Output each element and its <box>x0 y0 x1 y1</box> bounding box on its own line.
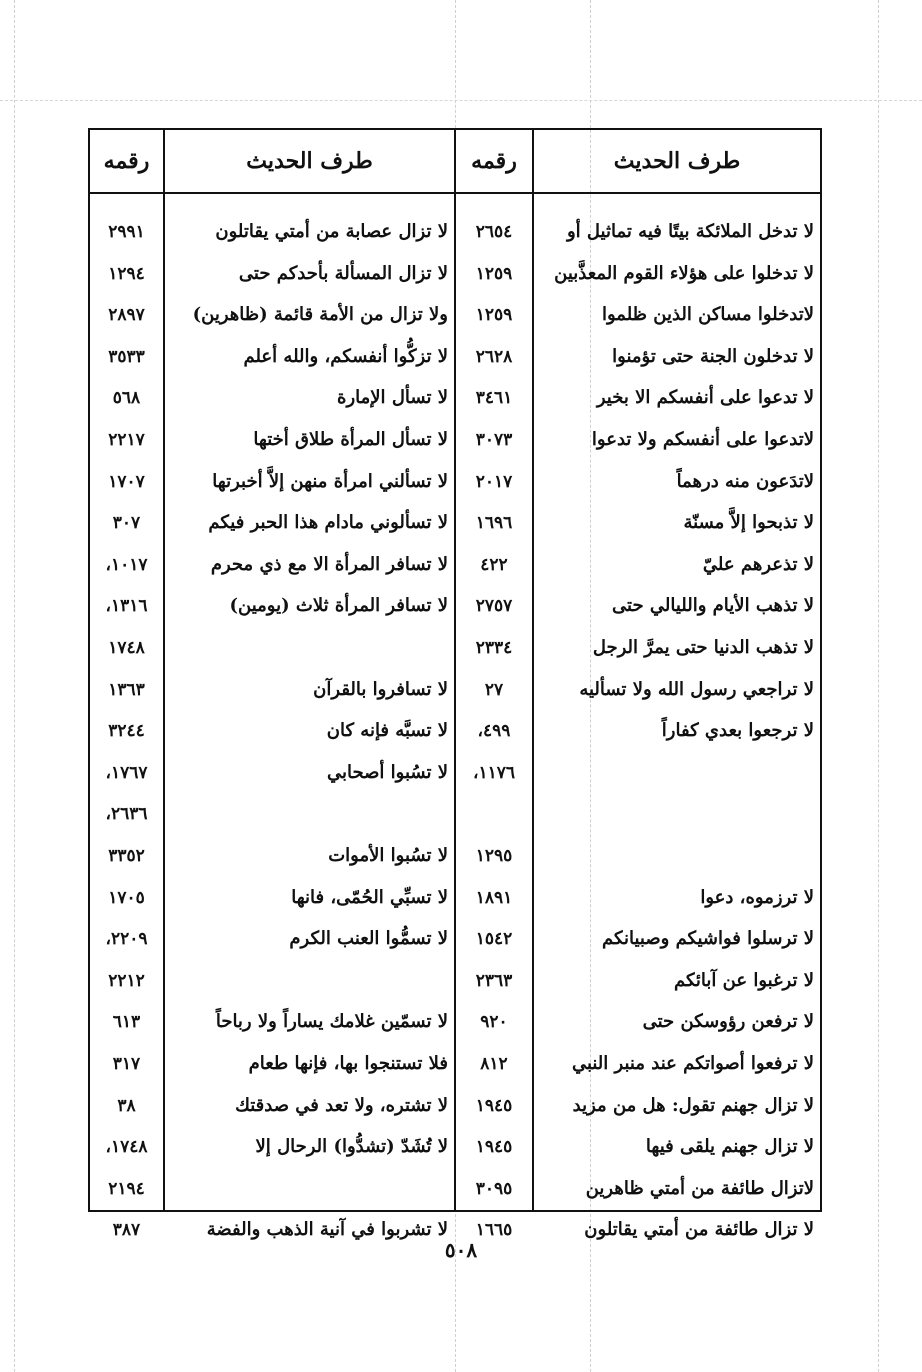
hadith-text-left: لا تزال عصابة من أمتي يقاتلون <box>215 221 448 242</box>
table-row <box>90 212 820 252</box>
hadith-text-right <box>540 753 814 793</box>
hadith-number-left: ٣١٧ <box>112 1054 141 1074</box>
hadith-text-left: لا تسأل المرأة طلاق أختها <box>253 429 448 450</box>
hadith-number-left: ٣٣٥٢ <box>108 846 145 866</box>
hadith-number-right: ١٩٤٥ <box>475 1137 513 1158</box>
hadith-number-left: ٥٦٨ <box>112 388 141 409</box>
table-row <box>90 586 820 626</box>
hadith-number-right: ١١٧٦، <box>472 762 516 783</box>
hadith-number-right: ٢٣٣٤ <box>475 638 513 658</box>
hadith-text-left: لا تشتره، ولا تعد في صدقتك <box>235 1094 448 1116</box>
hadith-number-left: ١٧٤٨ <box>108 638 145 658</box>
hadith-number-right: ٣٠٩٥ <box>475 1178 513 1199</box>
hadith-text-left: لا تسافر المرأة الا مع ذي محرم <box>210 553 448 575</box>
hadith-text-right: لا تراجعي رسول الله ولا تسأليه <box>579 678 814 700</box>
table-row <box>90 753 820 793</box>
hadith-number-left: ١٧٠٥ <box>108 887 145 908</box>
hadith-text-right: لا ترزموه، دعوا <box>700 886 814 908</box>
hadith-number-right: ٢٦٢٨ <box>475 346 513 367</box>
hadith-number-right: ٢٧٥٧ <box>475 596 513 617</box>
hadith-number-left: ١٧٦٧، <box>105 762 148 783</box>
hadith-text-right: لا تذبحوا إلاَّ مسنّة <box>683 512 814 534</box>
hadith-text-left: لا تسافروا بالقرآن <box>313 678 448 700</box>
header-right-text: طرف الحديث <box>613 148 741 174</box>
hadith-number-right: ٤٢٢ <box>480 554 508 575</box>
hadith-text-left: ولا تزال من الأمة قائمة (ظاهرين) <box>192 304 448 326</box>
hadith-number-right: ٨١٢ <box>480 1054 508 1074</box>
hadith-number-right: ٢٠١٧ <box>475 471 513 492</box>
hadith-number-left: ٢٢١٧ <box>108 430 145 450</box>
hadith-number-left: ٣٨ <box>117 1095 136 1116</box>
table-row <box>90 503 820 543</box>
hadith-number-right: ١٥٤٢ <box>475 929 513 950</box>
hadith-text-right: لا تدخل الملائكة بيتًا فيه تماثيل أو <box>566 221 814 242</box>
hadith-text-left: لا تزال المسألة بأحدكم حتى <box>238 262 448 284</box>
hadith-text-right: لا تذهب الدنيا حتى يمرَّ الرجل <box>592 637 814 658</box>
hadith-index-table <box>88 128 822 1241</box>
hadith-number-right: ١٨٩١ <box>475 887 513 908</box>
hadith-text-left: لا تُشَدّ (تشدُّوا) الرحال إلا <box>255 1136 448 1158</box>
hadith-number-right: ١٩٤٥ <box>475 1095 513 1116</box>
table-row <box>90 1086 820 1126</box>
hadith-text-right <box>540 836 814 876</box>
hadith-number-left: ٦١٣ <box>112 1012 141 1033</box>
table-row <box>90 919 820 959</box>
hadith-text-left: لا تسألني امرأة منهن إلاَّ أخبرتها <box>212 470 448 492</box>
hadith-number-right: ٣٤٦١ <box>475 388 513 409</box>
hadith-number-left: ١٠١٧، <box>105 554 148 575</box>
hadith-number-left: ٢١٩٤ <box>108 1178 145 1199</box>
hadith-number-right: ٢٣٦٣ <box>475 970 513 991</box>
hadith-number-left: ١٣٦٣ <box>108 679 145 700</box>
table-row <box>90 1002 820 1042</box>
hadith-number-left: ٣٥٣٣ <box>108 346 145 367</box>
hadith-text-left <box>170 794 448 834</box>
hadith-number-left: ١٧٤٨، <box>105 1137 148 1158</box>
hadith-text-left: لا تسمّين غلامك يساراً ولا رباحاً <box>215 1011 448 1033</box>
table-row <box>90 711 820 751</box>
table-row <box>90 1169 820 1209</box>
hadith-text-right: لا تدخلوا على هؤلاء القوم المعذَّبين <box>554 262 814 284</box>
hadith-text-left: لا تزكُّوا أنفسكم، والله أعلم <box>243 345 448 367</box>
hadith-text-left: لا تسبَّه فإنه كان <box>326 720 448 742</box>
hadith-text-left: لا تسبِّي الحُمّى، فانها <box>291 886 448 908</box>
hadith-text-left <box>170 1169 448 1209</box>
hadith-text-left: لا تسُبوا أصحابي <box>327 761 448 783</box>
table-row <box>90 670 820 710</box>
table-row <box>90 1127 820 1167</box>
hadith-number-right: ١٢٩٥ <box>475 846 513 866</box>
hadith-text-right: لاتدعوا على أنفسكم ولا تدعوا <box>591 429 814 450</box>
header-divider <box>90 192 820 194</box>
hadith-text-right: لا ترفعن رؤوسكن حتى <box>642 1011 814 1033</box>
hadith-number-left: ٢٢٠٩، <box>105 929 148 950</box>
header-left-number: رقمه <box>103 148 150 174</box>
hadith-number-left: ٢٦٣٦، <box>105 804 148 825</box>
table-row <box>90 378 820 418</box>
hadith-text-left: لا تسألوني مادام هذا الحبر فيكم <box>208 512 448 534</box>
table-row <box>90 961 820 1001</box>
table-row <box>90 794 820 834</box>
header-right-number: رقمه <box>471 148 517 174</box>
scan-guide-line <box>14 0 15 1372</box>
hadith-number-right: ٣٠٧٣ <box>475 430 513 450</box>
hadith-number-right: ١٦٩٦ <box>475 513 513 534</box>
scan-guide-line <box>0 100 922 101</box>
hadith-text-right: لا تدعوا على أنفسكم الا بخير <box>596 387 814 409</box>
hadith-number-right: ٢٧ <box>484 679 504 700</box>
table-row <box>90 420 820 460</box>
hadith-text-right: لا تزال جهنم يلقى فيها <box>645 1136 814 1158</box>
hadith-text-left: لا تسُبوا الأموات <box>328 845 448 866</box>
hadith-number-right: ١٢٥٩ <box>475 305 513 326</box>
hadith-number-right <box>456 794 532 834</box>
hadith-number-left: ٣٠٧ <box>112 513 141 534</box>
hadith-text-left: لا تشربوا في آنية الذهب والفضة <box>206 1219 448 1241</box>
hadith-text-left: لا تسأل الإمارة <box>337 387 448 409</box>
hadith-number-right: ٤٩٩، <box>477 721 511 742</box>
hadith-text-left <box>170 961 448 1001</box>
hadith-text-right: لا تذهب الأيام والليالي حتى <box>612 595 814 617</box>
hadith-number-right: ٩٢٠ <box>480 1012 508 1033</box>
hadith-text-right: لاتزال طائفة من أمتي ظاهرين <box>585 1177 814 1199</box>
hadith-text-right: لا تزال طائفة من أمتي يقاتلون <box>584 1219 814 1241</box>
hadith-number-right: ١٢٥٩ <box>475 263 513 284</box>
hadith-text-left: لا تسافر المرأة ثلاث (يومين) <box>229 595 448 617</box>
table-row <box>90 628 820 668</box>
hadith-text-right: لاتدخلوا مساكن الذين ظلموا <box>601 304 814 326</box>
hadith-number-right: ٢٦٥٤ <box>475 222 513 242</box>
hadith-text-right: لا ترفعوا أصواتكم عند منبر النبي <box>571 1053 814 1074</box>
hadith-number-right: ١٦٦٥ <box>475 1220 513 1241</box>
hadith-text-left <box>170 628 448 668</box>
hadith-text-right: لا ترسلوا فواشيكم وصبيانكم <box>602 928 814 950</box>
hadith-number-left: ١٢٩٤ <box>108 263 145 284</box>
scan-guide-line <box>878 0 879 1372</box>
hadith-text-left: فلا تستنجوا بها، فإنها طعام <box>248 1053 448 1074</box>
hadith-number-left: ١٧٠٧ <box>108 471 145 492</box>
hadith-text-right: لا تذعرهم عليّ <box>702 553 814 575</box>
hadith-number-left: ٢٩٩١ <box>108 222 145 242</box>
table-row <box>90 1044 820 1084</box>
hadith-number-left: ٣٨٧ <box>112 1220 141 1241</box>
hadith-text-right: لاتدَعون منه درهماً <box>676 470 814 492</box>
table-row <box>90 337 820 377</box>
table-row <box>90 462 820 502</box>
hadith-text-left: لا تسمُّوا العنب الكرم <box>289 928 448 950</box>
hadith-text-right: لا ترجعوا بعدي كفاراً <box>661 720 814 742</box>
table-row <box>90 545 820 585</box>
hadith-number-left: ٢٢١٢ <box>108 970 145 991</box>
hadith-text-right <box>540 794 814 834</box>
table-row <box>90 295 820 335</box>
hadith-number-left: ١٣١٦، <box>105 596 148 617</box>
header-left-text: طرف الحديث <box>246 148 373 174</box>
table-row <box>90 836 820 876</box>
table-row <box>90 878 820 918</box>
hadith-text-right: لا تدخلون الجنة حتى تؤمنوا <box>612 345 814 367</box>
table-row <box>90 254 820 294</box>
hadith-text-right: لا تزال جهنم تقول: هل من مزيد <box>572 1094 814 1116</box>
hadith-text-right: لا ترغبوا عن آبائكم <box>673 969 814 991</box>
hadith-number-left: ٣٢٤٤ <box>108 721 145 742</box>
hadith-number-left: ٢٨٩٧ <box>108 305 145 326</box>
page-number: ٥٠٨ <box>444 1238 478 1262</box>
